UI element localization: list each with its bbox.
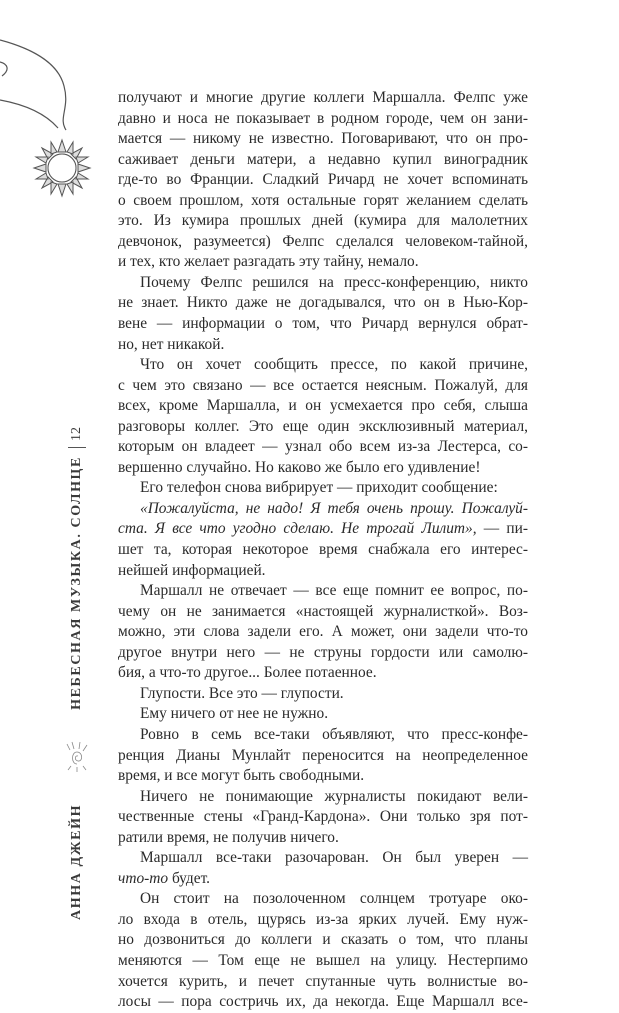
text-line: но дозвониться до коллеги и сказать о том, что планы — [118, 931, 528, 949]
text-line: мается — никому не известно. Поговаривают, что он про- — [118, 130, 528, 148]
text-line: не знает. Никто даже не догадывался, что он в Нью-Кор- — [118, 294, 528, 312]
running-head-divider — [68, 447, 86, 448]
paragraph-start: Маршалл все-таки разочарован. Он был уверен — — [140, 849, 528, 867]
paragraph-start: Почему Фелпс решился на пресс-конференцию, никто — [140, 273, 528, 291]
text-line: вершенно случайно. Но каково же было его удивление! — [118, 458, 481, 476]
text-line: девчонок, разумеется) Фелпс сделался человеком-тайной, — [118, 232, 528, 250]
text-line: и тех, кто желает разгадать эту тайну, немало. — [118, 253, 419, 271]
text-line: нейшей информацией. — [118, 561, 266, 579]
text-line: получают и многие другие коллеги Маршалла. Фелпс уже — [118, 89, 528, 106]
text-line: бия, а что-то другое... Более потаенное. — [118, 664, 377, 682]
text-line: время, и все могут быть свободными. — [118, 767, 365, 785]
text-line: лосы — пора состричь их, да некогда. Еще Маршалл все- — [118, 993, 528, 1011]
running-head-title: НЕБЕСНАЯ МУЗЫКА. СОЛНЦЕ — [69, 456, 84, 710]
running-head-author: АННА ДЖЕЙН — [69, 803, 84, 920]
italic-message-line: «Пожалуйста, не надо! Я тебя очень прошу. Пожалуй- — [140, 499, 528, 517]
body-text — [118, 88, 528, 1013]
sun-pendant-necklace-icon — [0, 0, 130, 210]
sun-doodle-icon — [66, 732, 88, 782]
paragraph-start: Что он хочет сообщить прессе, по какой причине, — [140, 356, 528, 374]
paragraph-start: Ровно в семь все-таки объявляют, что пресс-конфе- — [140, 725, 528, 743]
text-line: это. Из кумира прошлых дней (кумира для малолетних — [118, 212, 528, 230]
text-line: другое внутри него — не струны гордости или самолю- — [118, 643, 528, 661]
text-line: с чем это связано — все остается неясным. Пожалуй, для — [118, 376, 528, 394]
paragraph-start: Ему ничего от нее не нужно. — [140, 705, 329, 723]
text-line: ренция Дианы Мунлайт переносится на неопределенное — [118, 746, 528, 764]
paragraph-start: Его телефон снова вибрирует — приходит сообщение: — [140, 479, 498, 497]
text-line: чественные стены «Гранд-Кардона». Они только зря пот- — [118, 808, 528, 826]
text-line: шет та, которая некоторое время снабжала его интерес- — [118, 541, 528, 559]
text-line: вене — информации о том, что Ричард вернулся обрат- — [118, 315, 528, 333]
text-line: которым он владеет — узнал обо всем из-за Лестерса, со- — [118, 438, 528, 456]
paragraph-start: Он стоит на позолоченном солнцем тротуаре око- — [140, 890, 528, 908]
text-line: давно и носа не показывает в родном городе, чем он зани- — [118, 109, 528, 127]
paragraph-start: Ничего не понимающие журналисты покидают вели- — [140, 787, 528, 805]
text-line: всех, кроме Маршалла, и он усмехается про себя, слыша — [118, 397, 528, 415]
text-line: что-то будет. — [118, 869, 210, 887]
text-line: разговоры коллег. Это еще один эксклюзивный материал, — [118, 417, 528, 435]
paragraph-start: Глупости. Все это — глупости. — [140, 684, 344, 702]
italic-message-line: ста. Я все что угодно сделаю. Не трогай Лилит», — пи- — [118, 520, 529, 538]
text-line: где-то во Франции. Сладкий Ричард не хочет вспоминать — [118, 171, 528, 189]
text-line: саживает деньги матери, а недавно купил виноградник — [118, 150, 528, 168]
page-number: 12 — [69, 427, 84, 441]
text-line: можно, эти слова задели его. А может, они задели что-то — [118, 623, 528, 641]
text-line: меняются — Том еще не вышел на улицу. Нестерпимо — [118, 951, 528, 969]
text-line: хочется курить, и печет спутанные чуть волнистые во- — [118, 972, 528, 990]
running-head — [66, 380, 88, 920]
text-line: чему он не занимается «настоящей журналисткой». Воз- — [118, 602, 528, 620]
text-line: о своем прошлом, хотя остальные горят желанием сделать — [118, 191, 528, 209]
text-line: ло входа в отель, щурясь из-за ярких лучей. Ему нуж- — [118, 910, 528, 928]
text-line: но, нет никакой. — [118, 335, 225, 353]
text-line: ратили время, не получив ничего. — [118, 828, 339, 846]
paragraph-start: Маршалл не отвечает — все еще помнит ее вопрос, по- — [140, 582, 528, 600]
